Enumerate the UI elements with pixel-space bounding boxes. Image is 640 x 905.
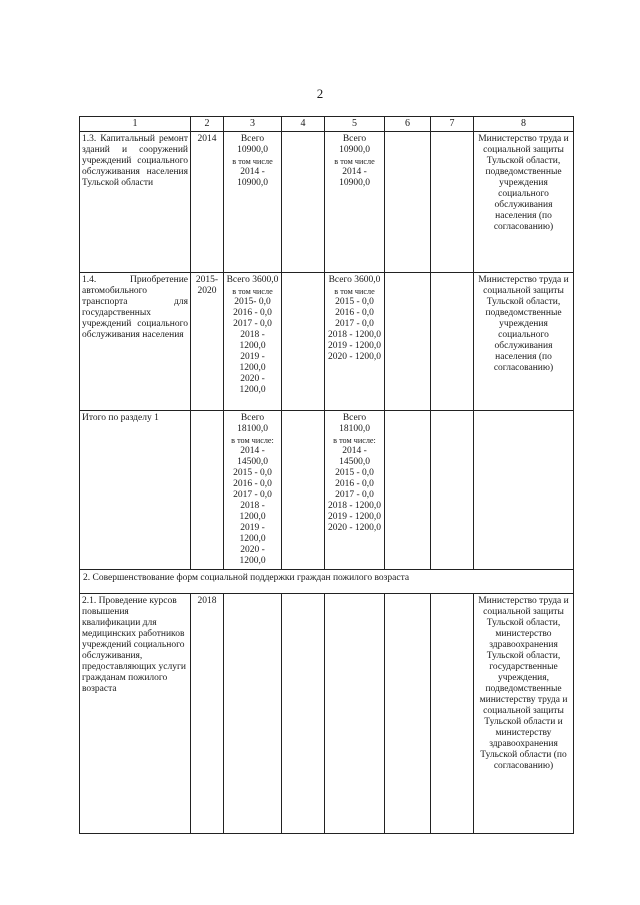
funding-total-cell: [224, 411, 282, 570]
row-name: 1.3. Капитальный ремонт зданий и сооружений учреждений социального обслуживания населения Тульской области: [80, 132, 191, 273]
funding-line: 2017 - 0,0: [335, 319, 374, 329]
funding-line: в том числе:: [231, 436, 274, 445]
funding-line: 10900,0: [339, 145, 370, 155]
header-cell: 5: [325, 117, 385, 132]
section-title: 2. Совершенствование форм социальной поддержки граждан пожилого возраста: [80, 570, 574, 594]
empty-cell: [431, 594, 474, 834]
funding-line: 2015 - 0,0: [335, 297, 374, 307]
table-row: [80, 594, 574, 834]
funding-line: Всего 3600,0: [328, 275, 381, 285]
funding-line: Всего 3600,0: [226, 275, 279, 285]
funding-line: 2019 - 1200,0: [327, 341, 382, 351]
row-year: 2018: [191, 594, 224, 834]
empty-cell: [325, 594, 385, 834]
funding-total-cell: [224, 273, 282, 411]
funding-line: в том числе: [232, 287, 273, 296]
funding-line: 2014 - 14500,0: [237, 446, 268, 467]
funding-line: 2019 - 1200,0: [239, 352, 266, 373]
empty-cell: [431, 273, 474, 411]
funding-line: 2018 - 1200,0: [327, 330, 382, 340]
funding-line: 2017 - 0,0: [233, 490, 272, 500]
row-name: Итого по разделу 1: [80, 411, 191, 570]
funding-line: в том числе: [232, 157, 273, 166]
funding-line: 2015- 0,0: [234, 297, 271, 307]
funding-line: 2020 - 1200,0: [239, 545, 266, 566]
funding-line: 2014 - 10900,0: [237, 167, 268, 188]
funding-line: 2016 - 0,0: [335, 308, 374, 318]
header-cell: 8: [474, 117, 574, 132]
row-year: 2014: [191, 132, 224, 273]
funding-line: 2016 - 0,0: [233, 308, 272, 318]
header-row: [80, 117, 574, 132]
row-executor: Министерство труда и социальной защиты Тульской области, подведомственные учреждения социального обслуживания населения (по согласованию): [474, 132, 574, 273]
table-row: [80, 132, 574, 273]
funding-line: 2019 - 1200,0: [239, 523, 266, 544]
header-cell: 3: [224, 117, 282, 132]
row-executor: Министерство труда и социальной защиты Тульской области, подведомственные учреждения социального обслуживания населения (по согласованию): [474, 273, 574, 411]
header-cell: 1: [80, 117, 191, 132]
row-executor: Министерство труда и социальной защиты Тульской области, министерство здравоохранения Тульской области, государственные учреждения, подведомственные министерству труда и социальной защиты Тульской области и министерству здравоохранения Тульской области (по согласованию): [474, 594, 574, 834]
funding-line: в том числе: [334, 157, 375, 166]
funding-line: 2018 - 1200,0: [239, 501, 266, 522]
funding-line: Всего 18100,0: [339, 413, 370, 434]
funding-budget-cell: [325, 411, 385, 570]
page-number: 2: [316, 86, 324, 101]
program-table: [79, 116, 574, 834]
funding-line: Всего: [342, 134, 367, 144]
empty-cell: [474, 411, 574, 570]
funding-line: 2014 - 14500,0: [339, 446, 370, 467]
funding-line: 2019 - 1200,0: [327, 512, 382, 522]
header-cell: 4: [282, 117, 325, 132]
empty-cell: [282, 594, 325, 834]
funding-line: 2020 - 1200,0: [327, 352, 382, 362]
funding-budget-cell: [325, 132, 385, 273]
funding-line: Всего 18100,0: [237, 413, 268, 434]
header-cell: 6: [385, 117, 431, 132]
funding-budget-cell: [325, 273, 385, 411]
funding-line: 2018 - 1200,0: [327, 501, 382, 511]
funding-line: 2016 - 0,0: [233, 479, 272, 489]
funding-line: 2015 - 0,0: [233, 468, 272, 478]
funding-line: в том числе: [334, 287, 375, 296]
funding-line: 2015 - 0,0: [335, 468, 374, 478]
funding-line: 2016 - 0,0: [335, 479, 374, 489]
funding-line: 2017 - 0,0: [335, 490, 374, 500]
empty-cell: [385, 132, 431, 273]
funding-line: 2020 - 1200,0: [239, 374, 266, 395]
empty-cell: [282, 132, 325, 273]
header-cell: 2: [191, 117, 224, 132]
row-name: 2.1. Проведение курсов повышения квалификации для медицинских работников учреждений социального обслуживания, предоставляющих услуги гражданам пожилого возраста: [80, 594, 191, 834]
empty-cell: [385, 273, 431, 411]
section-row: [80, 570, 574, 594]
empty-cell: [431, 411, 474, 570]
table-row: [80, 273, 574, 411]
funding-line: 2014 - 10900,0: [339, 167, 370, 188]
funding-line: 2020 - 1200,0: [327, 523, 382, 533]
empty-cell: [431, 132, 474, 273]
row-year: 2015-2020: [191, 273, 224, 411]
header-cell: 7: [431, 117, 474, 132]
empty-cell: [385, 594, 431, 834]
funding-total-cell: [224, 132, 282, 273]
empty-cell: [224, 594, 282, 834]
funding-line: в том числе:: [333, 436, 376, 445]
funding-line: 2018 - 1200,0: [239, 330, 266, 351]
empty-cell: [191, 411, 224, 570]
empty-cell: [385, 411, 431, 570]
funding-line: Всего: [240, 134, 265, 144]
row-name: 1.4. Приобретение автомобильного транспорта для государственных учреждений социального обслуживания населения: [80, 273, 191, 411]
funding-line: 10900,0: [237, 145, 268, 155]
empty-cell: [282, 273, 325, 411]
empty-cell: [282, 411, 325, 570]
funding-line: 2017 - 0,0: [233, 319, 272, 329]
table-row: [80, 411, 574, 570]
